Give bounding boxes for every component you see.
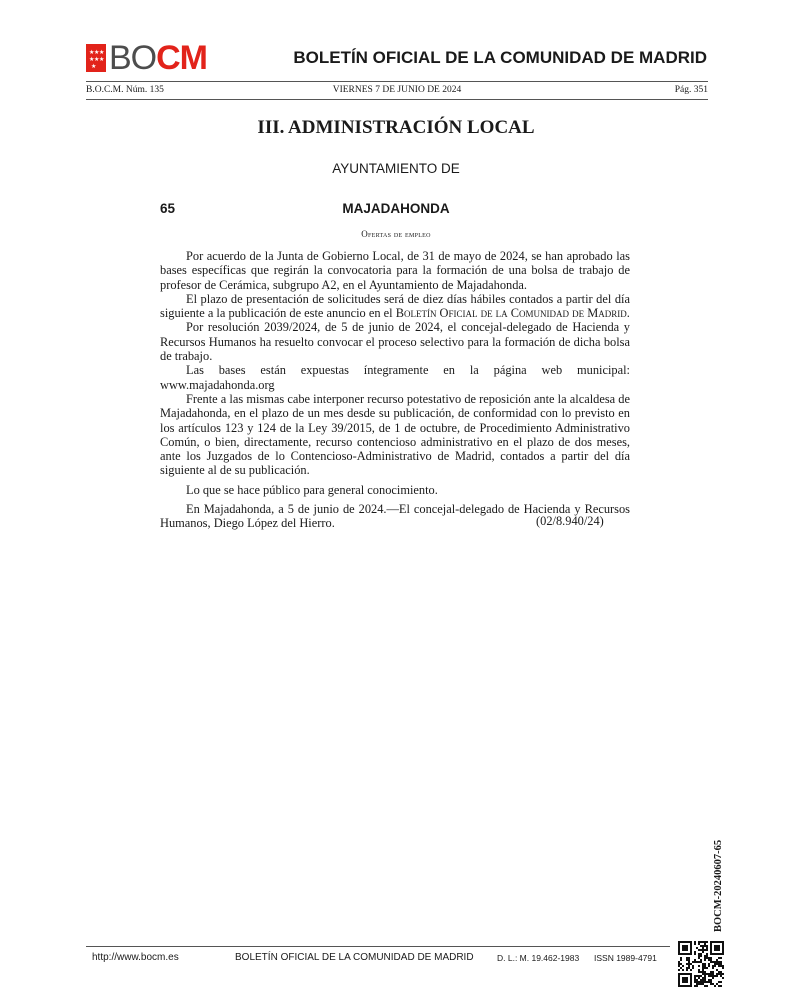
paragraph-6: Lo que se hace público para general conocimiento.: [186, 482, 438, 497]
publication-title: BOLETÍN OFICIAL DE LA COMUNIDAD DE MADRID: [293, 48, 707, 67]
footer-rule: [86, 946, 670, 947]
reference-code: (02/8.940/24): [536, 514, 604, 528]
issue-line: [86, 85, 708, 99]
legal-deposit: D. L.: M. 19.462-1983: [497, 953, 580, 963]
bocm-logo: [86, 39, 208, 77]
announcement-subject: Ofertas de empleo: [361, 229, 431, 239]
logo-text-cm: CM: [156, 39, 208, 77]
issn: ISSN 1989-4791: [594, 953, 657, 963]
madrid-flag-icon: ★ ★ ★ ★ ★ ★ ★: [86, 44, 106, 72]
paragraph-2-text: El plazo de presentación de solicitudes será de diez días hábiles contados a partir del día siguiente a la publicación de este anuncio en el: [160, 291, 630, 321]
paragraph-2-end: .: [626, 306, 630, 321]
subheader-rule: [86, 99, 708, 100]
footer: [92, 952, 657, 966]
paragraph-7: En Majadahonda, a 5 de junio de 2024.—El concejal-delegado de Hacienda y Recursos Humanos, Diego López del Hierro.: [160, 502, 630, 531]
announcement-number: 65: [160, 201, 176, 216]
footer-url-link[interactable]: http://www.bocm.es: [92, 952, 179, 963]
header-rule: [86, 81, 708, 82]
announcement-body: [160, 249, 630, 531]
logo-text-bo: BO: [109, 39, 157, 77]
issue-date: VIERNES 7 DE JUNIO DE 2024: [332, 85, 462, 95]
paragraph-4: Las bases están expuestas íntegramente en la página web municipal: www.majadahonda.org: [160, 363, 630, 392]
page-number: Pág. 351: [674, 85, 708, 95]
announcement-place: MAJADAHONDA: [342, 201, 450, 216]
organization-line: AYUNTAMIENTO DE: [332, 161, 460, 176]
qr-code-icon: [678, 941, 724, 987]
journal-name: Boletín Oficial de la Comunidad de Madrid: [395, 306, 627, 321]
paragraph-5: Frente a las mismas cabe interponer recurso potestativo de reposición ante la alcaldesa de Majadahonda, en el plazo de un mes desde su publicación, de conformidad con lo previsto en los artículos 123 y 124 de la Ley 39/2015, de 1 de octubre, de Procedimiento Administrativo Común, o bien, directamente, recurso contencioso administrativo en el plazo de dos meses, ante los Juzgados de lo Contencioso-Administrativo de Madrid, contados a partir del día siguiente al de su publicación.: [160, 391, 630, 478]
footer-publication-name: BOLETÍN OFICIAL DE LA COMUNIDAD DE MADRID: [235, 952, 474, 963]
paragraph-3: Por resolución 2039/2024, de 5 de junio de 2024, el concejal-delegado de Hacienda y Recursos Humanos ha resuelto convocar el proceso selectivo para la formación de dicha bolsa de trabajo.: [160, 320, 630, 364]
section-title: III. ADMINISTRACIÓN LOCAL: [257, 117, 535, 138]
paragraph-1: Por acuerdo de la Junta de Gobierno Local, de 31 de mayo de 2024, se han aprobado las bases específicas que regirán la convocatoria para la formación de una bolsa de trabajo de profesor de Cerámica, subgrupo A2, en el Ayuntamiento de Majadahonda.: [160, 249, 630, 292]
document-code: BOCM-20240607-65: [713, 839, 724, 932]
issue-number: B.O.C.M. Núm. 135: [86, 85, 164, 95]
paragraph-2: [160, 292, 630, 321]
